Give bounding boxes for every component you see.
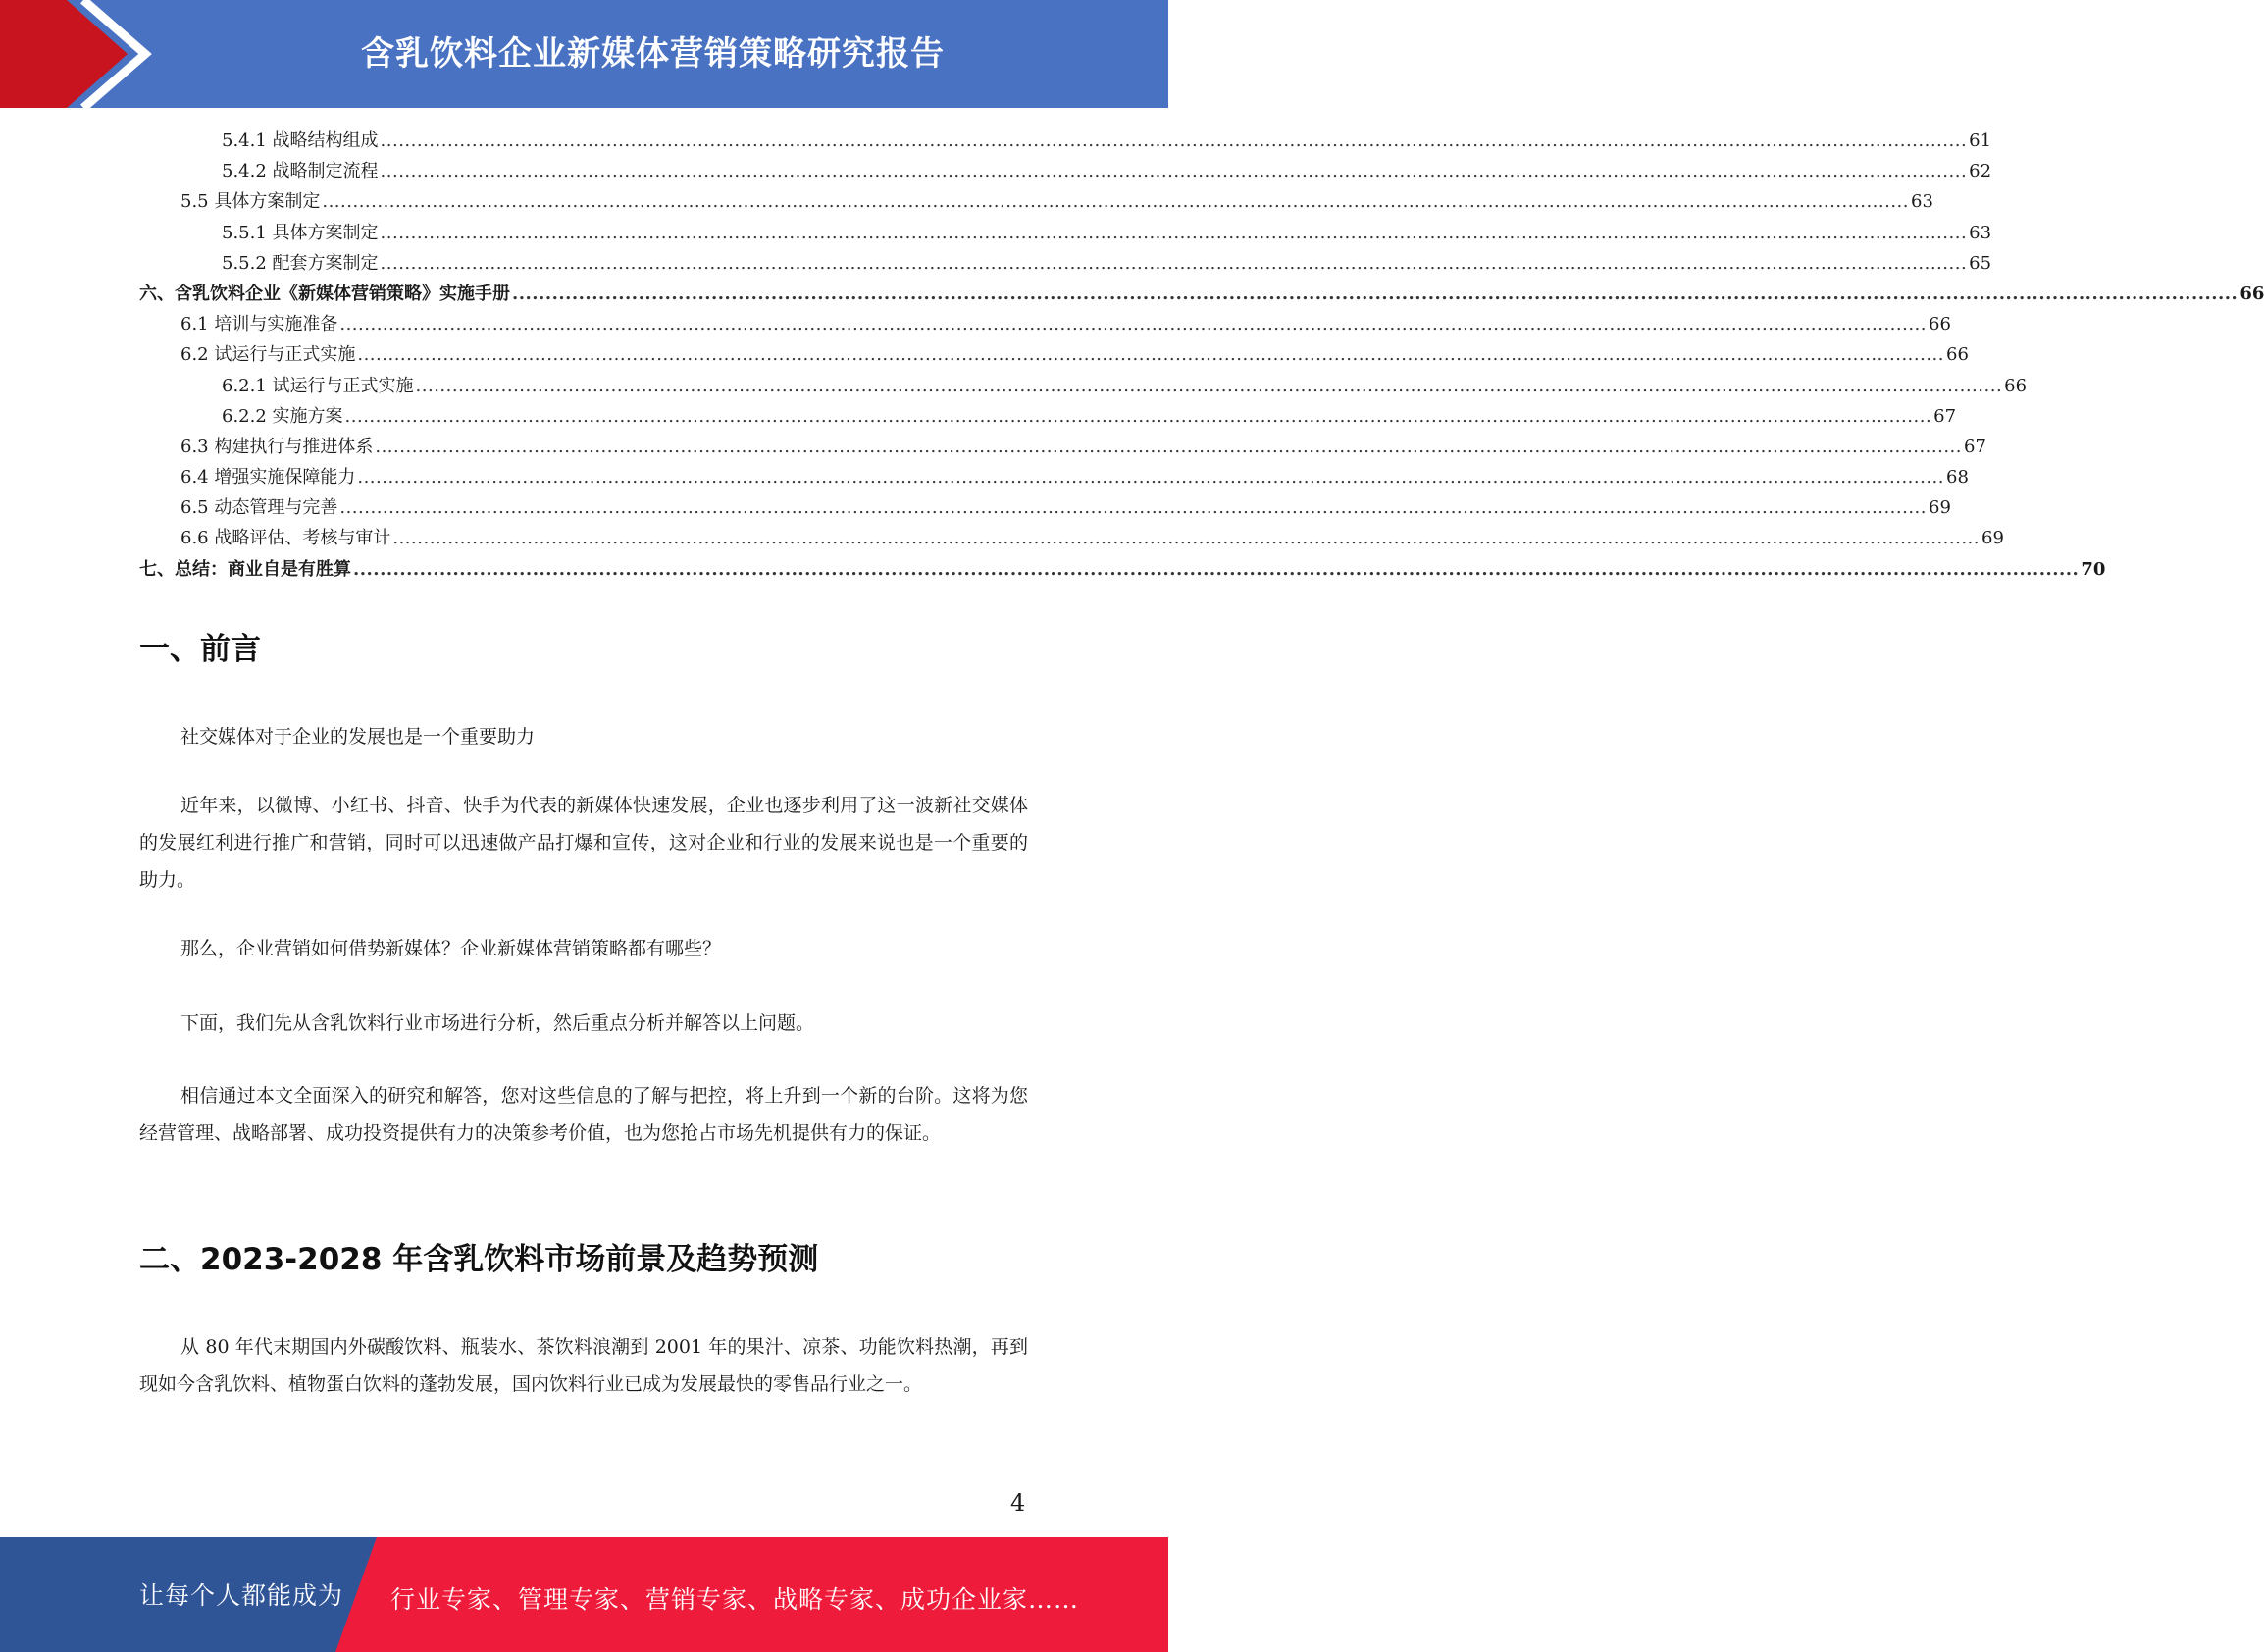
- toc-entry-page: 66: [1946, 344, 1969, 366]
- toc-entry-label: 6.4 增强实施保障能力: [180, 467, 356, 489]
- toc-entry-label: 5.5.2 配套方案制定: [222, 252, 379, 274]
- toc-dot-leader: ....................................................................................................................................................................................................................................................................: [512, 283, 2238, 304]
- toc-entry-page: 68: [1946, 467, 1969, 489]
- toc-entry: [139, 371, 2028, 401]
- toc-entry: [139, 248, 1992, 279]
- toc-entry-label: 6.5 动态管理与完善: [180, 497, 338, 519]
- paragraph: 下面，我们先从含乳饮料行业市场进行分析，然后重点分析并解答以上问题。: [180, 1012, 815, 1034]
- toc-entry: [139, 523, 2004, 553]
- toc-entry: [139, 218, 1992, 248]
- toc-entry: [139, 186, 1933, 217]
- section-heading-market-forecast: 二、2023-2028 年含乳饮料市场前景及趋势预测: [139, 1242, 819, 1277]
- toc-entry-label: 5.5.1 具体方案制定: [222, 222, 379, 243]
- toc-entry-page: 66: [2004, 375, 2028, 396]
- toc-entry: [139, 492, 1951, 523]
- paragraph: 那么，企业营销如何借势新媒体？企业新媒体营销策略都有哪些？: [180, 938, 722, 959]
- toc-entry: [139, 156, 1992, 186]
- toc-entry-label: 6.2.2 实施方案: [222, 405, 343, 427]
- toc-dot-leader: ....................................................................................................................................................................................................................................................................: [380, 222, 1968, 243]
- toc-dot-leader: ....................................................................................................................................................................................................................................................................: [380, 161, 1968, 182]
- toc-entry-label: 六、含乳饮料企业《新媒体营销策略》实施手册: [139, 283, 510, 304]
- footer-slogan-right: 行业专家、管理专家、营销专家、战略专家、成功企业家……: [390, 1585, 1080, 1614]
- toc-entry: [139, 401, 1957, 432]
- toc-entry-label: 6.6 战略评估、考核与审计: [180, 528, 391, 549]
- page-number: 4: [1010, 1489, 1026, 1517]
- toc-entry-page: 61: [1969, 130, 1992, 151]
- toc-dot-leader: ....................................................................................................................................................................................................................................................................: [344, 405, 1932, 427]
- paragraph: 社交媒体对于企业的发展也是一个重要助力: [180, 726, 536, 748]
- toc-entry-label: 5.4.1 战略结构组成: [222, 130, 379, 151]
- toc-entry-page: 62: [1969, 161, 1992, 182]
- toc-entry-page: 66: [2239, 283, 2264, 304]
- toc-dot-leader: ....................................................................................................................................................................................................................................................................: [415, 375, 2003, 396]
- toc-dot-leader: ....................................................................................................................................................................................................................................................................: [353, 558, 2080, 580]
- toc-dot-leader: ....................................................................................................................................................................................................................................................................: [339, 497, 1927, 519]
- page-footer: [0, 1537, 1168, 1652]
- toc-entry-page: 63: [1911, 191, 1933, 213]
- toc-entry: [139, 339, 1969, 370]
- table-of-contents: [139, 126, 2264, 585]
- header-title: 含乳饮料企业新媒体营销策略研究报告: [361, 34, 945, 74]
- toc-dot-leader: ....................................................................................................................................................................................................................................................................: [339, 314, 1927, 336]
- toc-entry: [139, 309, 1951, 339]
- toc-dot-leader: ....................................................................................................................................................................................................................................................................: [392, 528, 1980, 549]
- toc-entry: [139, 279, 2264, 309]
- toc-entry-page: 69: [1981, 528, 2004, 549]
- toc-dot-leader: ....................................................................................................................................................................................................................................................................: [357, 467, 1944, 489]
- toc-entry-label: 6.1 培训与实施准备: [180, 314, 338, 336]
- toc-entry-label: 6.2 试运行与正式实施: [180, 344, 356, 366]
- toc-entry-label: 5.4.2 战略制定流程: [222, 161, 379, 182]
- toc-entry-page: 67: [1933, 405, 1957, 427]
- paragraph: 从 80 年代末期国内外碳酸饮料、瓶装水、茶饮料浪潮到 2001 年的果汁、凉茶、功能饮料热潮，再到现如今含乳饮料、植物蛋白饮料的蓬勃发展，国内饮料行业已成为发展最快的零售品行业之一。: [139, 1336, 1028, 1395]
- toc-entry-label: 七、总结：商业自是有胜算: [139, 558, 351, 580]
- toc-entry-label: 5.5 具体方案制定: [180, 191, 321, 213]
- toc-dot-leader: ....................................................................................................................................................................................................................................................................: [380, 252, 1968, 274]
- toc-entry: [139, 462, 1969, 492]
- toc-dot-leader: ....................................................................................................................................................................................................................................................................: [375, 436, 1962, 457]
- toc-entry-page: 65: [1969, 252, 1992, 274]
- toc-entry: [139, 432, 1986, 462]
- paragraph: 近年来，以微博、小红书、抖音、快手为代表的新媒体快速发展，企业也逐步利用了这一波新社交媒体的发展红利进行推广和营销，同时可以迅速做产品打爆和宣传，这对企业和行业的发展来说也是一个重要的助力。: [139, 795, 1028, 891]
- toc-dot-leader: ....................................................................................................................................................................................................................................................................: [380, 130, 1968, 151]
- toc-entry-label: 6.3 构建执行与推进体系: [180, 436, 374, 457]
- toc-entry-page: 67: [1964, 436, 1986, 457]
- toc-entry: [139, 126, 1992, 156]
- toc-dot-leader: ....................................................................................................................................................................................................................................................................: [322, 191, 1909, 213]
- paragraph: 相信通过本文全面深入的研究和解答，您对这些信息的了解与把控，将上升到一个新的台阶。这将为您经营管理、战略部署、成功投资提供有力的决策参考价值，也为您抢占市场先机提供有力的保证。: [139, 1085, 1028, 1144]
- toc-entry-page: 70: [2081, 558, 2106, 580]
- toc-entry-page: 69: [1929, 497, 1951, 519]
- footer-slogan-left: 让每个人都能成为: [139, 1581, 344, 1610]
- toc-entry-page: 66: [1929, 314, 1951, 336]
- toc-entry-label: 6.2.1 试运行与正式实施: [222, 375, 414, 396]
- toc-dot-leader: ....................................................................................................................................................................................................................................................................: [357, 344, 1944, 366]
- page-header: [0, 0, 1168, 108]
- section-heading-preface: 一、前言: [139, 632, 261, 667]
- toc-entry-page: 63: [1969, 222, 1992, 243]
- toc-entry: [139, 554, 2106, 585]
